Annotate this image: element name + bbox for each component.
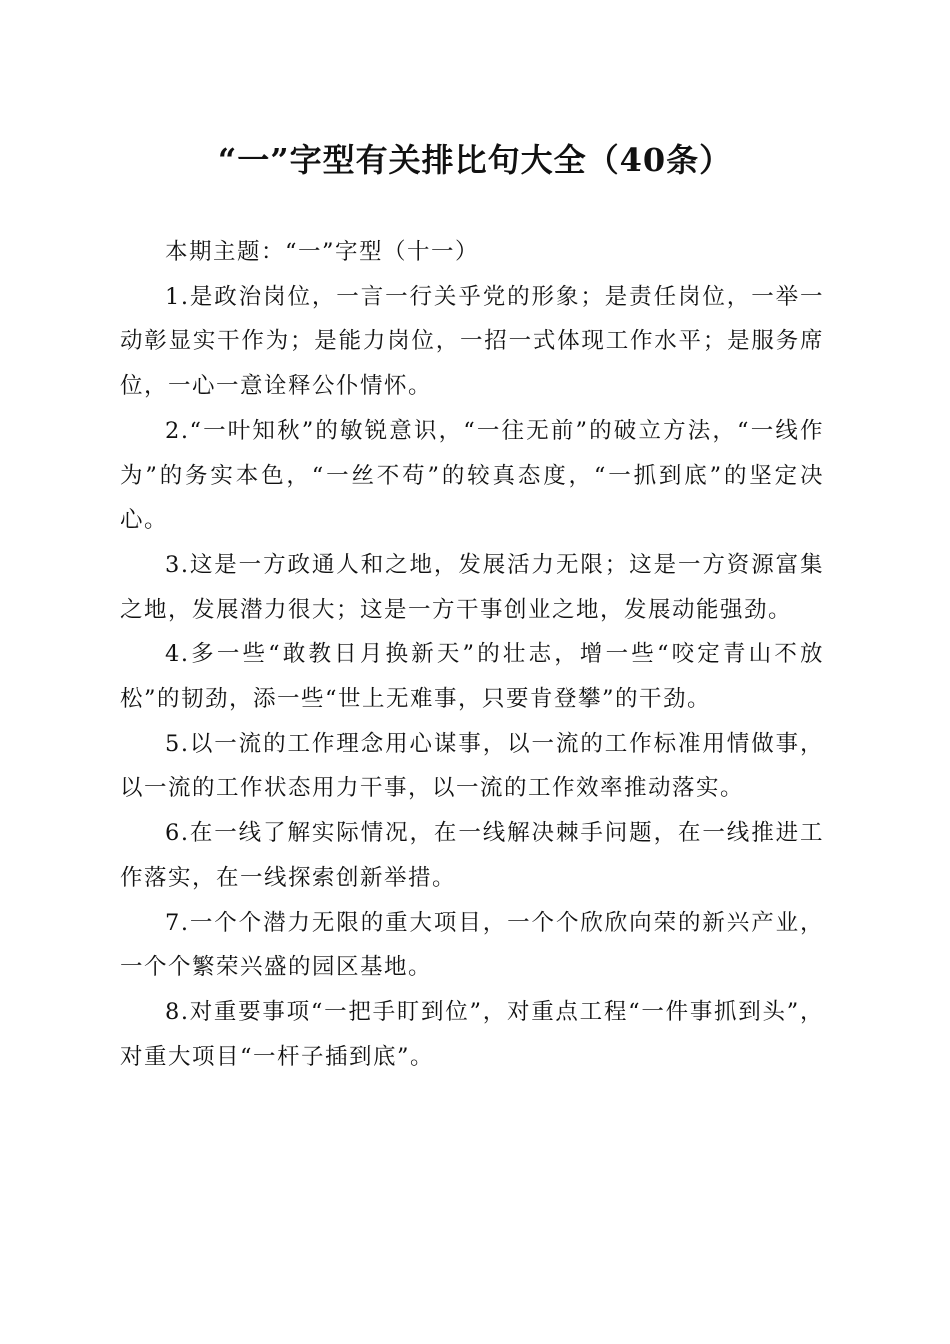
paragraph-item: 6.在一线了解实际情况，在一线解决棘手问题，在一线推进工作落实，在一线探索创新举措。 [120,820,824,891]
paragraph-item: 7.一个个潜力无限的重大项目，一个个欣欣向荣的新兴产业，一个个繁荣兴盛的园区基地。 [120,909,824,981]
document-body [120,230,824,1079]
paragraph-item: 3.这是一方政通人和之地，发展活力无限；这是一方资源富集之地，发展潜力很大；这是一方干事创业之地，发展动能强劲。 [120,551,824,623]
paragraph-item: 4.多一些“敢教日月换新天”的壮志，增一些“咬定青山不放松”的韧劲，添一些“世上无难事，只要肯登攀”的干劲。 [120,641,824,713]
paragraph-item: 1.是政治岗位，一言一行关乎党的形象；是责任岗位，一举一动彰显实干作为；是能力岗位，一招一式体现工作水平；是服务席位，一心一意诠释公仆情怀。 [120,283,824,400]
paragraph-item: 5.以一流的工作理念用心谋事，以一流的工作标准用情做事，以一流的工作状态用力干事，以一流的工作效率推动落实。 [120,730,824,802]
paragraph-item: 2.“一叶知秋”的敏锐意识，“一往无前”的破立方法，“一线作为”的务实本色，“一丝不苟”的较真态度，“一抓到底”的坚定决心。 [120,417,824,534]
paragraph-item: 8.对重要事项“一把手盯到位”，对重点工程“一件事抓到头”，对重大项目“一杆子插到底”。 [120,998,824,1070]
page-title: “一”字型有关排比句大全（40条） [217,141,733,179]
theme-line: 本期主题：“一”字型（十一） [165,239,480,265]
